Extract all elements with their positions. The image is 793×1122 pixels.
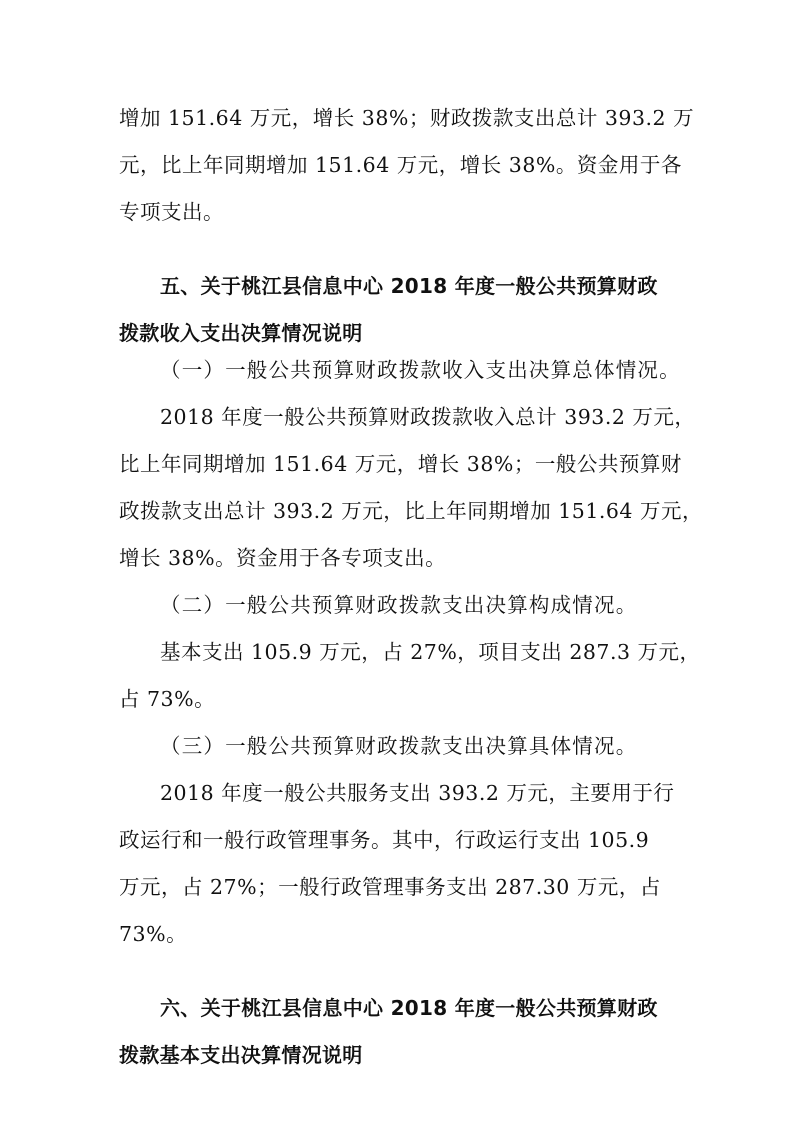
section5-heading-line-2: 拨款收入支出决算情况说明 bbox=[119, 321, 363, 345]
section5-sub2-title: （二）一般公共预算财政拨款支出决算构成情况。 bbox=[160, 593, 638, 617]
section5-heading-line-1: 五、关于桃江县信息中心 2018 年度一般公共预算财政 bbox=[160, 274, 658, 298]
intro-line-2: 元，比上年同期增加 151.64 万元，增长 38%。资金用于各 bbox=[119, 153, 682, 177]
section5-sub1-line-2: 比上年同期增加 151.64 万元，增长 38%；一般公共预算财 bbox=[119, 452, 682, 476]
intro-line-1: 增加 151.64 万元，增长 38%；财政拨款支出总计 393.2 万 bbox=[119, 106, 695, 130]
section6-heading-line-1: 六、关于桃江县信息中心 2018 年度一般公共预算财政 bbox=[160, 996, 658, 1020]
section5-sub2-line-2: 占 73%。 bbox=[119, 687, 216, 711]
section5-sub3-line-3: 万元，占 27%；一般行政管理事务支出 287.30 万元，占 bbox=[119, 875, 661, 899]
section5-sub2-line-1: 基本支出 105.9 万元，占 27%，项目支出 287.3 万元， bbox=[160, 640, 701, 664]
section5-sub3-title: （三）一般公共预算财政拨款支出决算具体情况。 bbox=[160, 734, 638, 758]
intro-line-3: 专项支出。 bbox=[119, 200, 224, 224]
section5-sub3-line-4: 73%。 bbox=[119, 922, 188, 946]
section5-sub3-line-2: 政运行和一般行政管理事务。其中，行政运行支出 105.9 bbox=[119, 828, 650, 852]
section5-sub1-line-4: 增长 38%。资金用于各专项支出。 bbox=[119, 546, 447, 570]
section6-heading-line-2: 拨款基本支出决算情况说明 bbox=[119, 1043, 363, 1067]
section5-sub1-line-3: 政拨款支出总计 393.2 万元，比上年同期增加 151.64 万元， bbox=[119, 499, 703, 523]
section5-sub1-title: （一）一般公共预算财政拨款收入支出决算总体情况。 bbox=[160, 358, 681, 382]
section5-sub3-line-1: 2018 年度一般公共服务支出 393.2 万元，主要用于行 bbox=[160, 781, 675, 805]
section5-sub1-line-1: 2018 年度一般公共预算财政拨款收入总计 393.2 万元， bbox=[160, 405, 696, 429]
